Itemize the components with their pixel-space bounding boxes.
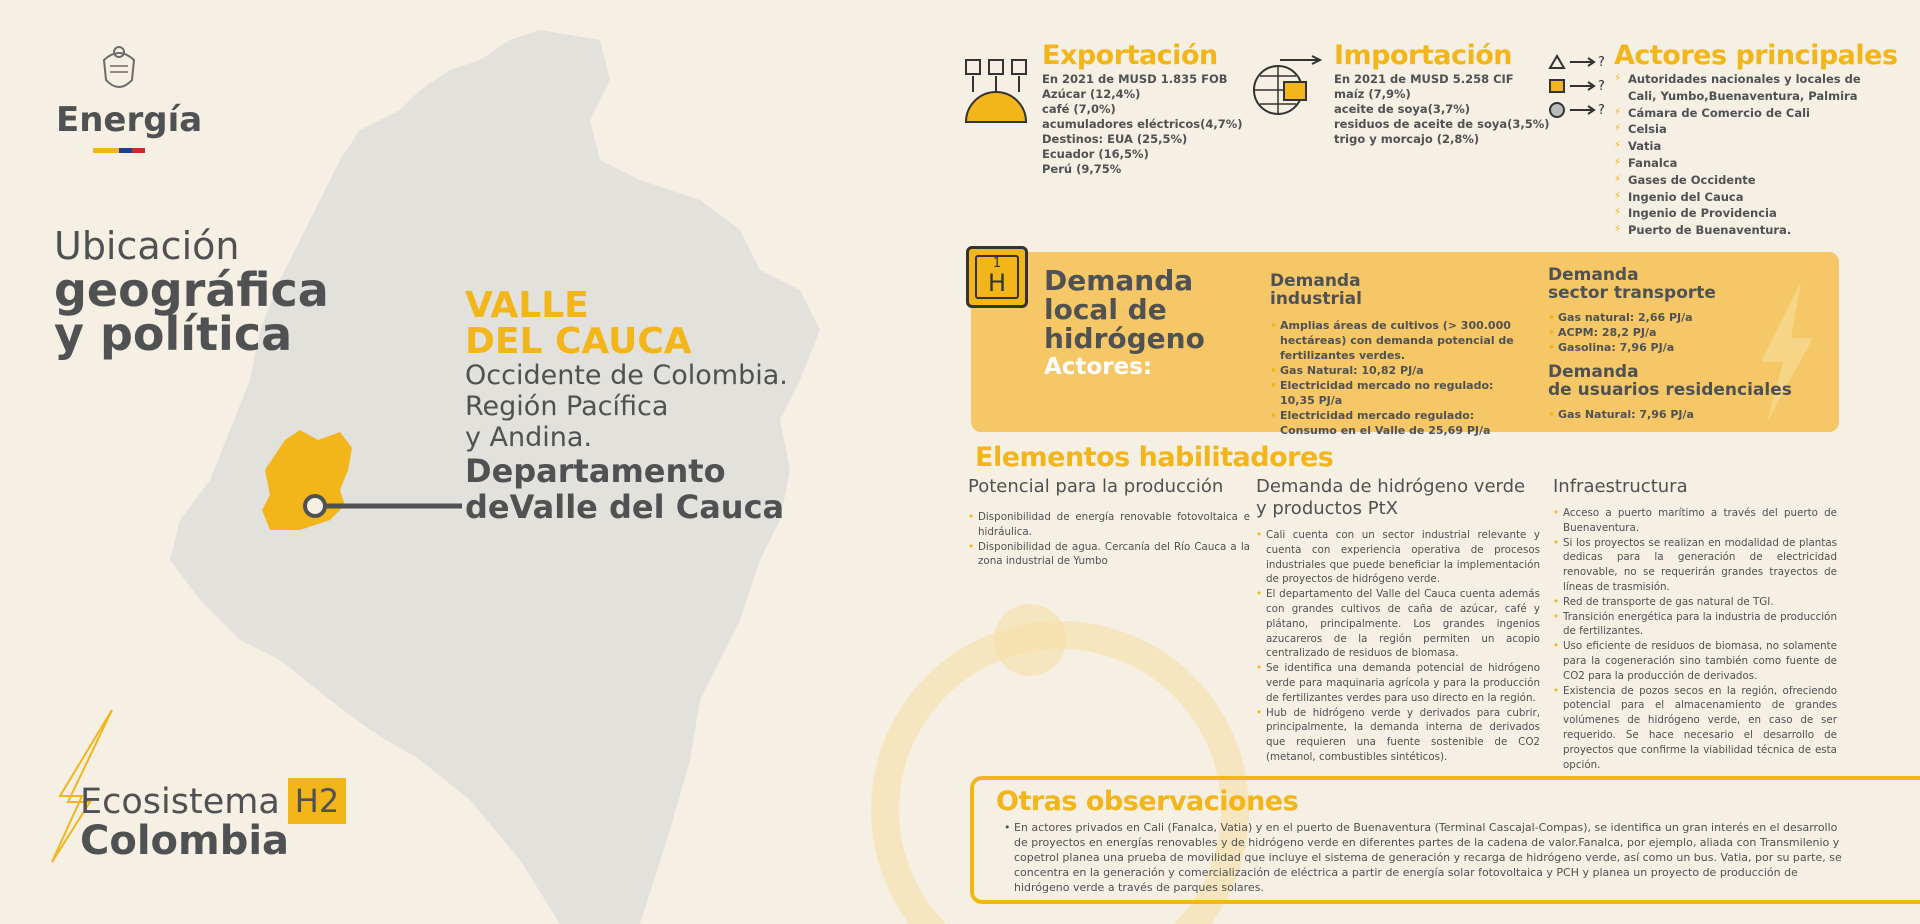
export-line: En 2021 de MUSD 1.835 FOB — [1042, 72, 1228, 86]
enablers-title: Elementos habilitadores — [975, 442, 1334, 473]
ecosystem-badge: H2 — [288, 778, 346, 824]
location-heading — [54, 224, 329, 361]
enablers-col3-item: • Existencia de pozos secos en la región, ofreciendo potencial para el almacenamiento de grandes volúmenes de hidrógeno verde, en caso de ser requerido. Se hace necesario el desarrollo de proyectos que confirme la viabilidad técnica de esta opción. — [1553, 684, 1837, 773]
actors-block — [1614, 40, 1914, 239]
transport-title-2: sector transporte — [1548, 283, 1716, 303]
region-block — [465, 285, 788, 526]
region-desc-2: Región Pacífica — [465, 391, 669, 422]
actor-item: ⚡ Ingenio del Cauca — [1614, 189, 1914, 206]
department-1: Departamento — [465, 452, 726, 490]
svg-text:?: ? — [1598, 79, 1605, 94]
enablers-col1-title: Potencial para la producción — [968, 476, 1224, 497]
actor-item: ⚡ Cámara de Comercio de Cali — [1614, 105, 1914, 122]
actors-list — [1614, 71, 1914, 239]
enablers-col3-item: • Transición energética para la industria de producción de fertilizantes. — [1553, 610, 1837, 640]
location-line1: Ubicación — [54, 224, 240, 268]
industrial-item: • Gas Natural: 10,82 PJ/a — [1270, 363, 1532, 378]
demand-actors-label: Actores: — [1044, 354, 1153, 380]
industrial-demand — [1270, 272, 1532, 438]
transport-title-1: Demanda — [1548, 265, 1639, 285]
region-desc-1: Occidente de Colombia. — [465, 360, 788, 391]
enablers-col2-title: Demanda de hidrógeno verde y productos PtX — [1256, 476, 1526, 519]
demand-title-3: hidrógeno — [1044, 322, 1205, 355]
actor-item: ⚡ Gases de Occidente — [1614, 172, 1914, 189]
coat-of-arms-icon — [96, 42, 142, 98]
element-number: 1 — [992, 256, 1002, 271]
actor-item: ⚡ Autoridades nacionales y locales de Cali, Yumbo,Buenaventura, Palmira — [1614, 71, 1878, 105]
import-block — [1334, 40, 1550, 147]
actor-item: ⚡ Puerto de Buenaventura. — [1614, 222, 1914, 239]
enablers-col1-item: • Disponibilidad de agua. Cercanía del Río Cauca a la zona industrial de Yumbo — [968, 540, 1250, 570]
import-lines — [1334, 72, 1550, 147]
import-line: maíz (7,9%) — [1334, 87, 1411, 101]
industrial-item: • Amplias áreas de cultivos (> 300.000 hectáreas) con demanda potencial de fertilizantes verdes. — [1270, 318, 1532, 363]
export-line: acumuladores eléctricos(4,7%) — [1042, 117, 1243, 131]
enablers-col3-title: Infraestructura — [1553, 476, 1688, 497]
industrial-title-2: industrial — [1270, 289, 1362, 309]
svg-text:?: ? — [1598, 103, 1605, 118]
enablers-col2 — [1256, 476, 1540, 765]
export-line: café (7,0%) — [1042, 102, 1116, 116]
transport-item: • Gasolina: 7,96 PJ/a — [1548, 340, 1808, 355]
actor-item: ⚡ Celsia — [1614, 121, 1914, 138]
actors-title: Actores principales — [1614, 40, 1898, 71]
export-lines — [1042, 72, 1243, 177]
actor-item: ⚡ Ingenio de Providencia — [1614, 205, 1914, 222]
export-line: Azúcar (12,4%) — [1042, 87, 1141, 101]
export-line: Destinos: EUA (25,5%) — [1042, 132, 1188, 146]
demand-title — [1044, 266, 1205, 382]
enablers-col1-list — [968, 510, 1250, 569]
import-line: aceite de soya(3,7%) — [1334, 102, 1471, 116]
region-title-1: VALLE — [465, 285, 589, 326]
hydrogen-element-icon — [966, 246, 1028, 308]
residential-title-2: de usuarios residenciales — [1548, 380, 1792, 400]
industrial-list — [1270, 318, 1532, 438]
export-title: Exportación — [1042, 40, 1218, 71]
brand-name: Energía — [56, 100, 203, 140]
export-block — [1042, 40, 1243, 177]
enablers-col2-item: • Cali cuenta con un sector industrial relevante y cuenta con experiencia operativa de procesos industriales que puede beneficiar la implementación de proyectos de hidrógeno verde. — [1256, 528, 1540, 587]
element-symbol: H — [987, 269, 1007, 297]
industrial-item: • Electricidad mercado regulado: Consumo en el Valle de 25,69 PJ/a — [1270, 408, 1532, 438]
import-title: Importación — [1334, 40, 1513, 71]
location-line3: y política — [54, 307, 293, 361]
enablers-col3-item: • Acceso a puerto marítimo a través del puerto de Buenaventura. — [1553, 506, 1837, 536]
import-line: residuos de aceite de soya(3,5%) — [1334, 117, 1550, 131]
import-icon — [1250, 54, 1324, 120]
enablers-col3-item: • Red de transporte de gas natural de TGI. — [1553, 595, 1837, 610]
residential-item: • Gas Natural: 7,96 PJ/a — [1548, 407, 1808, 422]
flag-bar — [93, 148, 145, 153]
residential-title-1: Demanda — [1548, 362, 1639, 382]
enablers-col2-item: • El departamento del Valle del Cauca cuenta además con grandes cultivos de caña de azúcar, café y plátano, principalmente. Los grandes ingenios azucareros de la región permiten un acopio centralizado de residuos de biomasa. — [1256, 587, 1540, 661]
location-line2: geográfica — [54, 263, 329, 317]
enablers-col3-item: • Si los proyectos se realizan en modalidad de plantas dedicas para la generación de electricidad renovable, no se requerirán grandes trayectos de líneas de trasmisión. — [1553, 536, 1837, 595]
actor-item: ⚡ Fanalca — [1614, 155, 1914, 172]
enablers-col2-item: • Hub de hidrógeno verde y derivados para cubrir, principalmente, la demanda interna de derivados que requieren una fuente sostenible de CO2 (metanol, combustibles sintéticos). — [1256, 706, 1540, 765]
enablers-col2-list — [1256, 528, 1540, 765]
region-title-2: DEL CAUCA — [465, 321, 692, 362]
ecosystem-word2: Colombia — [80, 818, 290, 864]
enablers-col2-item: • Se identifica una demanda potencial de hidrógeno verde para maquinaria agrícola y para la producción de fertilizantes verdes para uso directo en la región. — [1256, 661, 1540, 705]
enablers-col1-item: • Disponibilidad de energía renovable fotovoltaica e hidráulica. — [968, 510, 1250, 540]
observations-title: Otras observaciones — [996, 786, 1299, 817]
actor-item: ⚡ Vatia — [1614, 138, 1914, 155]
export-line: Perú (9,75% — [1042, 162, 1122, 176]
residential-list — [1548, 407, 1808, 422]
enablers-col3-item: • Uso eficiente de residuos de biomasa, no solamente para la cogeneración sino también como fuente de CO2 para la producción de derivados. — [1553, 639, 1837, 683]
transport-item: • ACPM: 28,2 PJ/a — [1548, 325, 1808, 340]
import-line: trigo y morcajo (2,8%) — [1334, 132, 1480, 146]
observations-text: En actores privados en Cali (Fanalca, Vatia) y en el puerto de Buenaventura (Terminal Cascajal-Compas), se identifica un gran interés en el desarrollo de proyectos en energías renovables y de hidrógeno verde en diferentes partes de la cadena de valor.Fanalca, por ejemplo, aliada con Transmilenio y copetrol planea una prueba de movilidad que incluye el sistema de generación y recarga de hidrógeno verde, así como un bus. Vatia, por su parte, se concentra en la generación y comercialización de eléctrica a partir de energía solar fotovoltaica y PCH y planea un proyecto de producción de hidrógeno verde a través de parques solares. — [1014, 821, 1842, 894]
industrial-item: • Electricidad mercado no regulado: 10,35 PJ/a — [1270, 378, 1532, 408]
demand-title-1: Demanda — [1044, 264, 1194, 297]
ecosystem-word1: Ecosistema — [80, 782, 280, 822]
observations-body — [1004, 820, 1846, 895]
export-line: Ecuador (16,5%) — [1042, 147, 1149, 161]
observations-bullet-icon: • — [1004, 821, 1011, 834]
actors-icon — [1548, 52, 1610, 120]
export-icon — [962, 58, 1030, 124]
transport-demand — [1548, 266, 1808, 422]
import-line: En 2021 de MUSD 5.258 CIF — [1334, 72, 1514, 86]
department-2: deValle del Cauca — [465, 488, 785, 526]
enablers-col3-list — [1553, 506, 1837, 772]
transport-list — [1548, 310, 1808, 355]
demand-title-2: local de — [1044, 293, 1167, 326]
svg-text:?: ? — [1598, 55, 1605, 70]
enablers-col3 — [1553, 476, 1837, 772]
region-desc-3: y Andina. — [465, 422, 593, 453]
enablers-col1 — [968, 476, 1250, 569]
industrial-title-1: Demanda — [1270, 271, 1361, 291]
transport-item: • Gas natural: 2,66 PJ/a — [1548, 310, 1808, 325]
